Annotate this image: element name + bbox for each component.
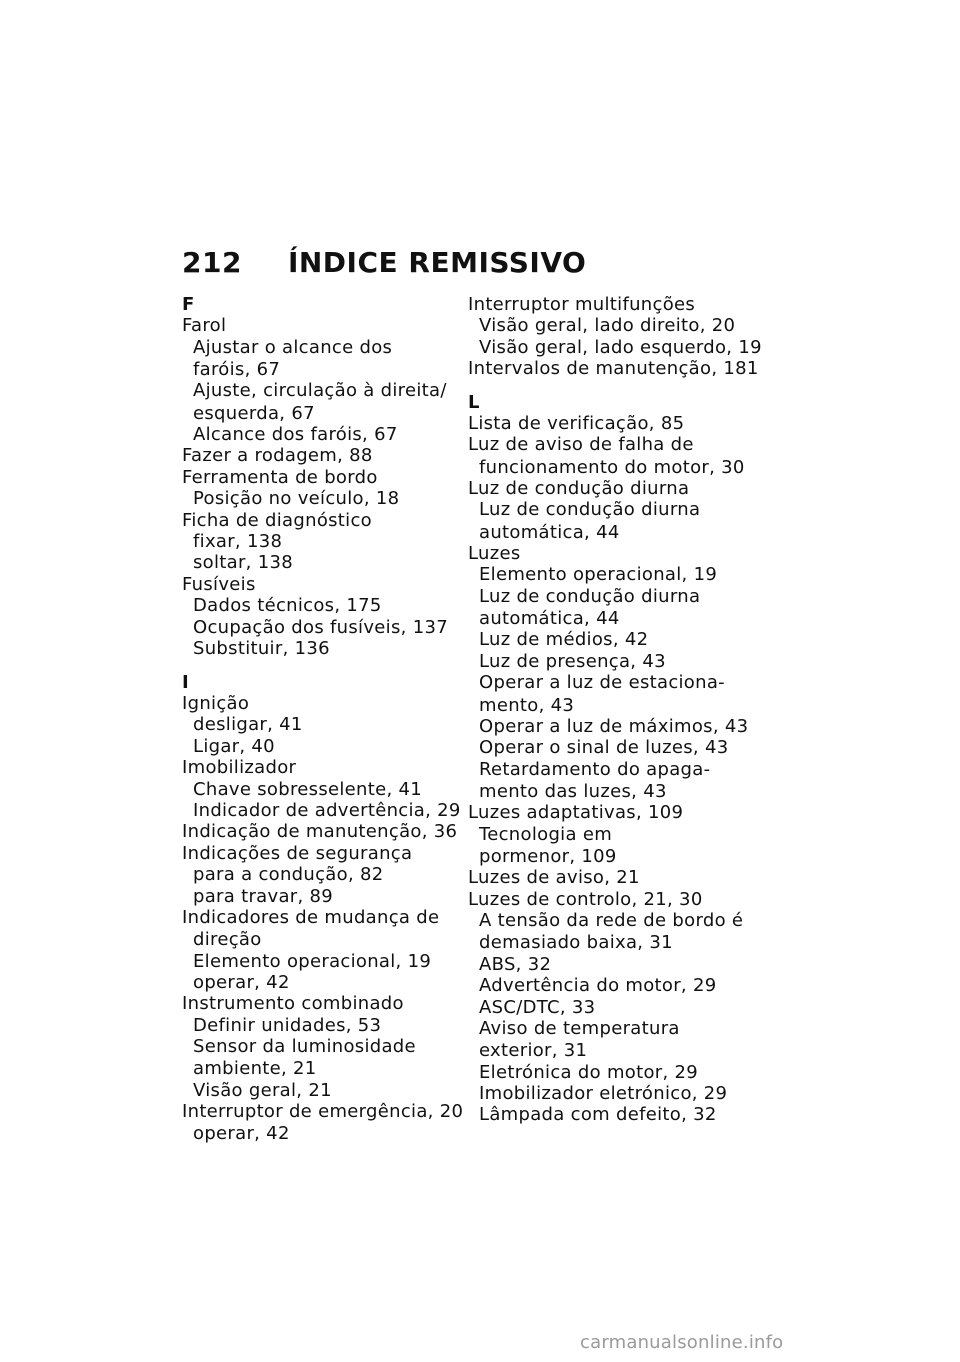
index-subentry [468,586,758,630]
entry-text: Luzes de aviso, 21 [468,867,640,889]
entry-text: Visão geral, 21 [193,1079,332,1101]
index-subentry [468,499,758,543]
index-column-left [182,294,472,1144]
index-subentry [468,737,758,758]
entry-text: Indicação de manutenção, 36 [182,821,458,843]
index-entry [182,693,472,714]
index-entry [182,445,472,466]
entry-text: pormenor, 109 [479,845,617,867]
index-subentry [182,1015,472,1036]
entry-text: Substituir, 136 [193,638,330,660]
index-subentry [468,910,758,954]
entry-text: mento, 43 [479,694,575,716]
entry-text: faróis, 67 [193,359,281,381]
index-section [468,294,762,380]
entry-text: Definir unidades, 53 [193,1014,382,1036]
entry-text: Luz de condução diurna [479,585,701,607]
index-subentry [182,864,472,885]
entry-text: Ocupação dos fusíveis, 137 [193,616,448,638]
index-entry [182,757,472,778]
entry-text: Imobilizador [182,757,297,779]
entry-text: funcionamento do motor, 30 [479,456,745,478]
index-subentry [182,972,472,993]
index-entry [182,510,472,531]
entry-text: desligar, 41 [193,714,303,736]
index-subentry [182,1080,472,1101]
entry-text: Luz de condução diurna [468,478,690,500]
entry-text: automática, 44 [479,521,620,543]
index-section [182,672,472,1145]
index-subentry [468,1062,758,1083]
entry-text: Visão geral, lado direito, 20 [479,315,736,337]
index-subentry [468,716,758,737]
index-subentry [468,1018,758,1062]
entry-text: Luzes [468,543,521,565]
index-entry [468,294,758,315]
watermark: carmanualsonline.info [580,1332,784,1353]
entry-text: Interruptor de emergência, 20 [182,1101,464,1123]
entry-text: mento das luzes, 43 [479,780,667,802]
entry-text: soltar, 138 [193,552,293,574]
entry-text: operar, 42 [193,1122,290,1144]
index-entry [182,907,472,951]
index-subentry [468,954,758,975]
entry-text: Aviso de temperatura [479,1017,680,1039]
entry-text: Ajuste, circulação à direita/ [193,380,447,402]
section-letter: I [182,671,189,693]
index-subentry [182,424,472,445]
index-subentry [468,975,758,996]
entry-text: Luz de médios, 42 [479,629,649,651]
entry-text: Fusíveis [182,573,256,595]
index-subentry [468,997,758,1018]
entry-text: Luz de condução diurna [479,499,701,521]
index-entry [182,1101,472,1122]
entry-text: Ligar, 40 [193,735,275,757]
entry-text: ambiente, 21 [193,1058,317,1080]
index-entry [468,434,758,478]
entry-text: Luz de presença, 43 [479,650,666,672]
entry-text: ABS, 32 [479,953,552,975]
entry-text: Intervalos de manutenção, 181 [468,358,759,380]
entry-text: Elemento operacional, 19 [479,564,718,586]
index-column-right [468,294,762,1126]
entry-text: Retardamento do apaga- [479,758,711,780]
index-subentry [182,1123,472,1144]
entry-text: Interruptor multifunções [468,294,696,315]
entry-text: Elemento operacional, 19 [193,950,432,972]
index-subentry [182,779,472,800]
index-subentry [468,672,758,716]
entry-text: A tensão da rede de bordo é [479,910,744,932]
entry-text: esquerda, 67 [193,402,315,424]
entry-text: Chave sobresselente, 41 [193,778,423,800]
index-subentry [468,315,758,336]
entry-text: Instrumento combinado [182,993,404,1015]
index-subentry [182,714,472,735]
index-subentry [182,552,472,573]
entry-text: para travar, 89 [193,885,334,907]
index-entry [182,843,472,864]
entry-text: Luzes de controlo, 21, 30 [468,888,703,910]
entry-text: exterior, 31 [479,1040,588,1062]
index-subentry [182,617,472,638]
entry-text: Lista de verificação, 85 [468,413,685,435]
entry-text: Operar o sinal de luzes, 43 [479,737,729,759]
page-header [182,246,586,279]
entry-text: automática, 44 [479,608,620,630]
index-subentry [182,337,472,381]
index-entry [182,315,472,336]
index-entry [182,993,472,1014]
entry-text: direção [193,929,262,951]
index-subentry [182,1036,472,1080]
index-subentry [468,651,758,672]
entry-text: Operar a luz de máximos, 43 [479,715,749,737]
entry-text: Luzes adaptativas, 109 [468,802,684,824]
entry-text: Ajustar o alcance dos [193,336,393,358]
entry-text: fixar, 138 [193,531,283,553]
index-section [182,294,472,660]
index-entry [468,543,758,564]
page-number: 212 [182,246,242,279]
entry-text: Advertência do motor, 29 [479,975,717,997]
entry-text: Fazer a rodagem, 88 [182,445,373,467]
index-entry [468,478,758,499]
entry-text: para a condução, 82 [193,864,384,886]
index-subentry [182,951,472,972]
index-entry [468,867,758,888]
entry-text: Indicador de advertência, 29 [193,799,461,821]
index-subentry [182,736,472,757]
index-subentry [182,595,472,616]
entry-text: Dados técnicos, 175 [193,595,382,617]
entry-text: Sensor da luminosidade [193,1036,416,1058]
index-entry [468,413,758,434]
index-subentry [468,1083,758,1104]
entry-text: Indicadores de mudança de [182,906,440,928]
index-subentry [182,800,472,821]
index-entry [182,821,472,842]
entry-text: Farol [182,315,227,337]
entry-text: operar, 42 [193,971,290,993]
index-entry [468,802,758,823]
entry-text: Posição no veículo, 18 [193,488,400,510]
index-section [468,392,758,1126]
entry-text: Luz de aviso de falha de [468,434,694,456]
index-subentry [182,886,472,907]
entry-text: Operar a luz de estaciona- [479,672,725,694]
index-subentry [468,759,758,803]
index-subentry [468,629,758,650]
section-letter: L [468,391,480,413]
index-entry [468,889,758,910]
index-entry [182,574,472,595]
entry-text: Ferramenta de bordo [182,466,378,488]
index-subentry [468,824,758,868]
index-subentry [182,531,472,552]
index-subentry [182,638,472,659]
entry-text: Visão geral, lado esquerdo, 19 [479,336,762,358]
entry-text: Ficha de diagnóstico [182,509,372,531]
entry-text: ASC/DTC, 33 [479,996,596,1018]
index-subentry [468,564,758,585]
page-title: ÍNDICE REMISSIVO [287,246,587,279]
entry-text: Alcance dos faróis, 67 [193,424,398,446]
entry-text: Lâmpada com defeito, 32 [479,1104,717,1126]
index-subentry [182,488,472,509]
entry-text: Indicações de segurança [182,842,413,864]
index-subentry [468,1104,758,1125]
index-entry [468,358,758,379]
entry-text: demasiado baixa, 31 [479,932,673,954]
entry-text: Tecnologia em [479,823,613,845]
index-subentry [182,380,472,424]
section-letter: F [182,294,195,315]
index-subentry [468,336,762,358]
entry-text: Eletrónica do motor, 29 [479,1061,699,1083]
index-entry [182,467,472,488]
entry-text: Imobilizador eletrónico, 29 [479,1083,728,1104]
entry-text: Ignição [182,692,250,714]
